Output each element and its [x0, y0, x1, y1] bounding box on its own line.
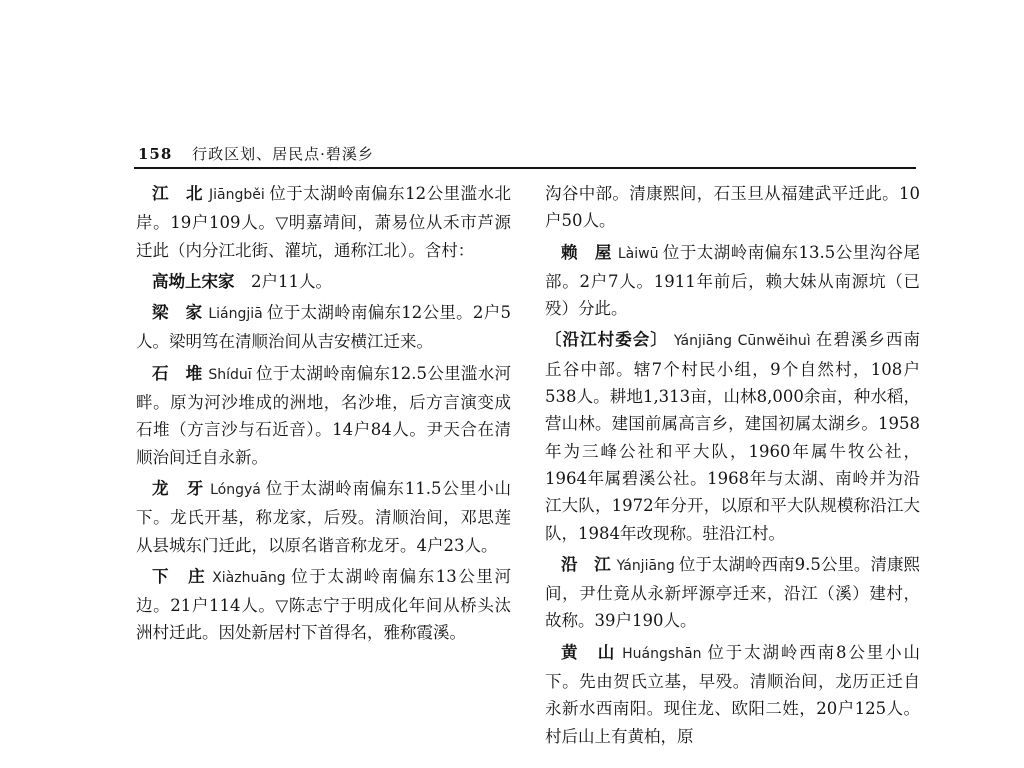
entry-headword: 江 北 — [152, 184, 203, 203]
entry-text: 位于太湖岭南偏东11.5公里小山下。龙氏开基，称龙家，后殁。清顺治间，邓思莲从县城东门迁此，以原名谐音称龙牙。4户23人。 — [136, 478, 511, 555]
entry-headword: 龙 牙 — [152, 478, 205, 498]
entry-jiangbei — [136, 180, 511, 264]
entry-pinyin: Shíduī — [208, 366, 252, 383]
entry-headword: 梁 家 — [152, 303, 203, 323]
page-number: 158 — [138, 145, 173, 163]
entry-pinyin: Yánjiāng — [616, 557, 675, 574]
entry-text: 2户11人。 — [251, 271, 332, 291]
page-header — [138, 143, 374, 164]
entry-pinyin: Lóngyá — [210, 481, 261, 498]
entry-text: 位于太湖岭南偏东12.5公里滥水河畔。原为河沙堆成的洲地，名沙堆，后方言演变成石堆（方言沙与石近音）。14户84人。尹天合在清顺治间迁自永新。 — [136, 363, 511, 467]
entry-pinyin: Jiāngběi — [208, 187, 265, 203]
entry-headword: 黄 山 — [561, 642, 617, 662]
entry-text: 在碧溪乡西南丘谷中部。辖7个村民小组，9个自然村，108户538人。耕地1,313亩，山林8,000余亩，种水稻，营山林。建国前属高言乡，建国初属太湖乡。1958年为三峰公社和平大队，1960年属牛牧公社，1964年属碧溪公社。1968年与太湖、南岭并为沿江大队，1972年分开，以原和平大队规模称沿江大队，1984年改现称。驻沿江村。 — [545, 330, 921, 543]
entry-text: 位于太湖岭西南9.5公里。清康熙间，尹仕竟从永新坪源亭迁来，沿江（溪）建村，故称。39户190人。 — [545, 554, 921, 631]
entry-headword: 〔沿江村委会〕 — [545, 330, 668, 350]
entry-pinyin: Xiàzhuāng — [212, 569, 286, 586]
entry-headword: 沿 江 — [561, 554, 611, 574]
entry-pinyin: Yánjiāng Cūnwěihuì — [673, 333, 811, 350]
header-rule — [134, 167, 916, 169]
right-column — [545, 180, 920, 754]
entry-gaoaoshang-songjia — [136, 268, 511, 295]
section-title: 行政区划、居民点·碧溪乡 — [192, 145, 374, 163]
entry-xiazhuang — [136, 563, 511, 647]
entry-text: 位于太湖岭南偏东12公里滥水北岸。19户109人。▽明嘉靖间，萧易位从禾市芦源迁此（内分江北街、灌坑，通称江北）。含村： — [136, 184, 512, 260]
entry-text: 位于太湖岭南偏东13.5公里沟谷尾部。2户7人。1911年前后，赖大妹从南源坑（已殁）分此。 — [545, 242, 920, 319]
entry-headword: 高坳上宋家 — [152, 271, 235, 291]
left-column — [136, 180, 511, 651]
entry-laiwu — [545, 239, 920, 323]
entry-pinyin: Làiwū — [617, 245, 659, 262]
entry-text: 位于太湖岭西南8公里小山下。先由贺氏立基，早殁。清顺治间，龙历正迁自永新水西南阳。现住龙、欧阳二姓，20户125人。村后山上有黄柏，原 — [545, 642, 921, 746]
entry-headword: 赖 屋 — [561, 242, 612, 262]
entry-text: 位于太湖岭南偏东13公里河边。21户114人。▽陈志宁于明成化年间从桥头汰洲村迁此。因处新居村下首得名，雅称霞溪。 — [136, 566, 511, 643]
entry-liangjia — [136, 299, 511, 356]
entry-pinyin: Huángshān — [622, 645, 702, 662]
entry-headword: 石 堆 — [152, 363, 203, 383]
entry-shidui — [136, 360, 511, 471]
entry-headword: 下 庄 — [152, 566, 207, 586]
entry-yanjiang — [545, 551, 920, 635]
entry-pinyin: Liángjiā — [208, 306, 263, 323]
entry-yanjiang-committee — [545, 326, 920, 546]
entry-continuation: 沟谷中部。清康熙间，石玉旦从福建武平迁此。10户50人。 — [545, 184, 920, 231]
entry-text: 位于太湖岭南偏东12公里。2户5人。梁明笃在清顺治间从吉安横江迁来。 — [136, 303, 511, 352]
entry-longya — [136, 475, 511, 559]
entry-huangshan — [545, 639, 920, 750]
